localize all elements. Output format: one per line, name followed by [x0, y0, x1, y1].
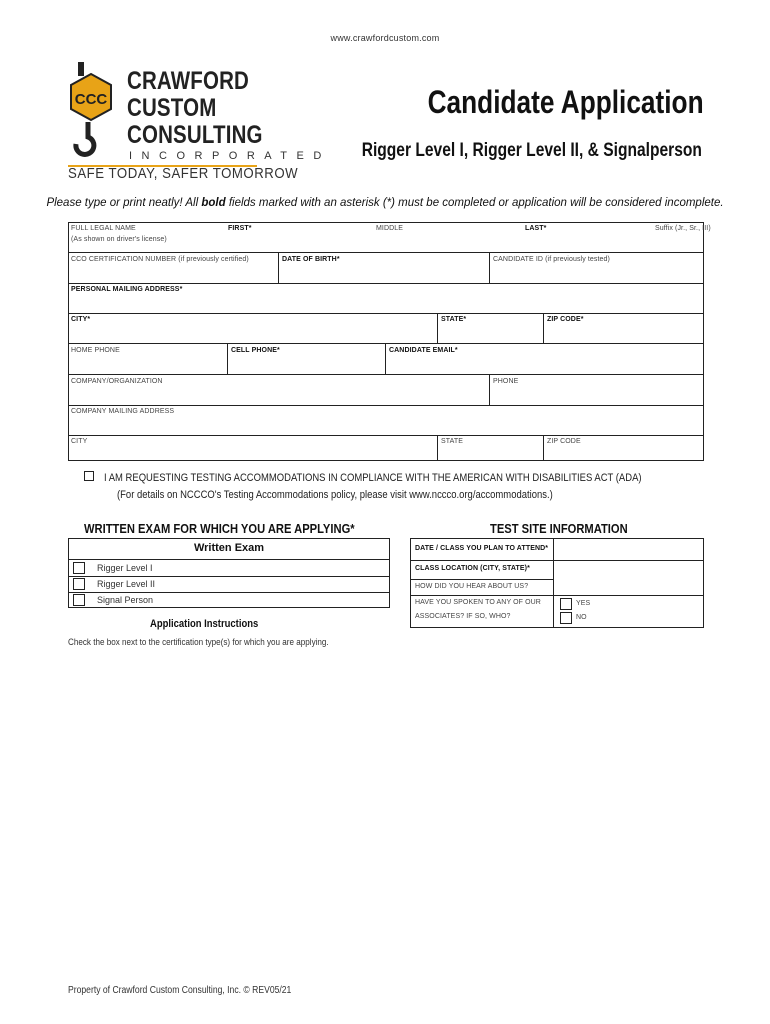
brand-incorporated: INCORPORATED — [129, 150, 331, 162]
class-location-field[interactable]: CLASS LOCATION (CITY, STATE)* — [415, 565, 530, 572]
suffix-field[interactable]: Suffix (Jr., Sr., III) — [655, 225, 711, 232]
dob-field[interactable]: DATE OF BIRTH* — [282, 256, 340, 263]
cert-number-field[interactable]: CCO CERTIFICATION NUMBER (if previously certified) — [71, 256, 249, 263]
exam-row-divider — [68, 592, 390, 593]
application-instructions-title: Application Instructions — [150, 618, 259, 630]
test-site-row-divider — [410, 595, 554, 596]
test-site-col-divider — [553, 538, 554, 628]
instruction-prefix: Please type or print neatly! All — [46, 197, 202, 209]
col-divider — [543, 435, 544, 461]
rigger-level-1-checkbox[interactable] — [73, 562, 85, 574]
rigger-level-2-label: Rigger Level II — [97, 579, 156, 589]
test-site-row-divider — [410, 579, 554, 580]
mailing-address-field[interactable]: PERSONAL MAILING ADDRESS* — [71, 286, 183, 293]
application-instructions-text: Check the box next to the certification type(s) for which you are applying. — [68, 637, 329, 647]
no-label: NO — [576, 614, 587, 621]
spoken-associates-line1: HAVE YOU SPOKEN TO ANY OF OUR — [415, 599, 541, 606]
candidate-email-field[interactable]: CANDIDATE EMAIL* — [389, 347, 458, 354]
brand-line-3: CONSULTING — [127, 121, 263, 149]
page-title: Candidate Application — [427, 84, 704, 120]
col-divider — [227, 343, 228, 374]
written-exam-title: WRITTEN EXAM FOR WHICH YOU ARE APPLYING* — [84, 521, 355, 536]
candidate-id-field[interactable]: CANDIDATE ID (if previously tested) — [493, 256, 610, 263]
rigger-level-1-label: Rigger Level I — [97, 563, 153, 573]
col-divider — [489, 374, 490, 405]
signal-person-checkbox[interactable] — [73, 594, 85, 606]
first-name-field[interactable]: FIRST* — [228, 225, 252, 232]
yes-label: YES — [576, 600, 591, 607]
as-shown-label: (As shown on driver's license) — [71, 236, 167, 243]
company-phone-field[interactable]: PHONE — [493, 378, 519, 385]
row-divider — [68, 374, 704, 375]
test-site-row-divider — [410, 560, 704, 561]
brand-line-2: CUSTOM — [127, 94, 217, 122]
rigger-level-2-checkbox[interactable] — [73, 578, 85, 590]
yes-checkbox[interactable] — [560, 598, 572, 610]
tagline: SAFE TODAY, SAFER TOMORROW — [68, 165, 299, 182]
state-field[interactable]: STATE* — [441, 316, 467, 323]
test-site-row-divider — [553, 595, 704, 596]
exam-header-divider — [68, 559, 390, 560]
col-divider — [278, 252, 279, 283]
exam-row-divider — [68, 576, 390, 577]
test-site-title: TEST SITE INFORMATION — [490, 521, 628, 536]
exam-table-header: Written Exam — [193, 542, 265, 554]
col-divider — [385, 343, 386, 374]
col-divider — [489, 252, 490, 283]
date-class-field[interactable]: DATE / CLASS YOU PLAN TO ATTEND* — [415, 545, 549, 552]
ada-request-label: I AM REQUESTING TESTING ACCOMMODATIONS IN COMPLIANCE WITH THE AMERICAN WITH DISABILITIES ACT (ADA) — [104, 472, 642, 484]
ada-checkbox[interactable] — [84, 471, 94, 481]
full-legal-name-label: FULL LEGAL NAME — [71, 225, 136, 232]
company-state-field[interactable]: STATE — [441, 438, 464, 445]
row-divider — [68, 252, 704, 253]
ada-details-label: (For details on NCCCO's Testing Accommodations policy, please visit www.nccco.org/accommodations.) — [117, 489, 553, 501]
row-divider — [68, 405, 704, 406]
row-divider — [68, 435, 704, 436]
col-divider — [437, 435, 438, 461]
cell-phone-field[interactable]: CELL PHONE* — [231, 347, 280, 354]
spoken-associates-line2: ASSOCIATES? IF SO, WHO? — [415, 613, 511, 620]
row-divider — [68, 313, 704, 314]
site-url: www.crawfordcustom.com — [330, 33, 440, 43]
row-divider — [68, 343, 704, 344]
instruction-suffix: fields marked with an asterisk (*) must be completed or application will be considered incomplete. — [225, 197, 724, 209]
row-divider — [68, 283, 704, 284]
brand-line-1: CRAWFORD — [127, 67, 250, 95]
page-subtitle: Rigger Level I, Rigger Level II, & Signalperson — [361, 140, 702, 161]
middle-name-field[interactable]: MIDDLE — [376, 225, 404, 232]
instruction-bold: bold — [201, 197, 226, 209]
home-phone-field[interactable]: HOME PHONE — [71, 347, 120, 354]
footer-text: Property of Crawford Custom Consulting, Inc. © REV05/21 — [68, 985, 292, 996]
brand-name — [127, 68, 263, 149]
col-divider — [543, 313, 544, 343]
city-field[interactable]: CITY* — [71, 316, 91, 323]
col-divider — [437, 313, 438, 343]
logo-mark-text: CCC — [74, 91, 108, 108]
company-zip-field[interactable]: ZIP CODE — [547, 438, 581, 445]
company-address-field[interactable]: COMPANY MAILING ADDRESS — [71, 408, 175, 415]
company-field[interactable]: COMPANY/ORGANIZATION — [71, 378, 163, 385]
instruction-line — [0, 197, 770, 209]
how-hear-field[interactable]: HOW DID YOU HEAR ABOUT US? — [415, 583, 529, 590]
signal-person-label: Signal Person — [97, 595, 154, 605]
zip-field[interactable]: ZIP CODE* — [547, 316, 584, 323]
last-name-field[interactable]: LAST* — [525, 225, 547, 232]
no-checkbox[interactable] — [560, 612, 572, 624]
company-city-field[interactable]: CITY — [71, 438, 88, 445]
